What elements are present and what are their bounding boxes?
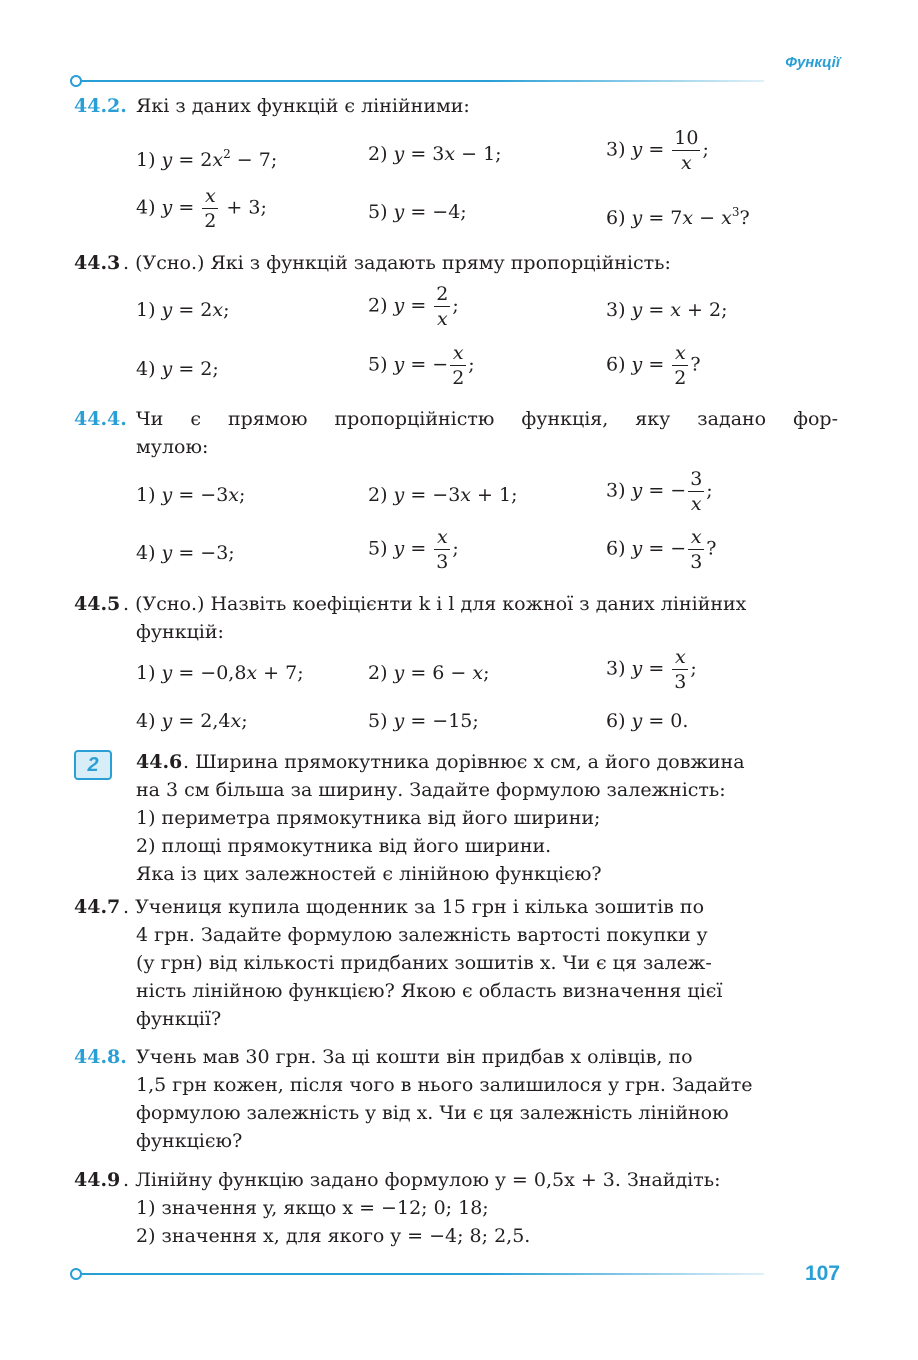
formula: 4) y = −3; bbox=[136, 542, 235, 564]
problem-number: 44.5 bbox=[74, 593, 121, 615]
formula: 4) y = $\frac{x}{2}$ + 3; bbox=[136, 185, 267, 232]
level-badge: 2 bbox=[74, 750, 112, 780]
problem-text: функцій: bbox=[136, 621, 224, 643]
formula: 3) y = − $\frac{3}{x}$ ; bbox=[606, 468, 713, 515]
problem-text: ність лінійною функцією? Якою є область визначення цієї bbox=[136, 980, 723, 1002]
problem-text: . (Усно.) Назвіть коефіцієнти k і l для кожної з даних лінійних bbox=[123, 593, 747, 615]
formula: 2) y = −3x + 1; bbox=[368, 484, 518, 506]
bottom-divider bbox=[74, 1273, 764, 1275]
formula: 5) y = −15; bbox=[368, 710, 479, 732]
formula: 2) y = 6 − x; bbox=[368, 662, 490, 684]
problem-number: 44.9 bbox=[74, 1169, 121, 1191]
formula: 5) y = $\frac{x}{3}$ ; bbox=[368, 526, 459, 573]
problem-text: . Ширина прямокутника дорівнює x см, а його довжина bbox=[183, 751, 745, 773]
page-number: 107 bbox=[804, 1262, 840, 1285]
formula: 4) y = 2; bbox=[136, 358, 219, 380]
formula: 6) y = $\frac{x}{2}$ ? bbox=[606, 342, 701, 389]
problem-text: Чи є прямою пропорційністю функція, яку задано фор- bbox=[136, 408, 838, 430]
problem-text: 1) значення y, якщо x = −12; 0; 18; bbox=[136, 1197, 489, 1219]
problem-text: (у грн) від кількості придбаних зошитів x. Чи є ця залеж- bbox=[136, 952, 712, 974]
formula: 2) y = 3x − 1; bbox=[368, 143, 502, 165]
problem-text: 1) периметра прямокутника від його ширини; bbox=[136, 807, 601, 829]
formula: 2) y = $\frac{2}{x}$ ; bbox=[368, 283, 459, 330]
problem-text: на 3 см більша за ширину. Задайте формулою залежність: bbox=[136, 779, 726, 801]
formula: 3) y = $\frac{x}{3}$ ; bbox=[606, 646, 697, 693]
formula: 1) y = −3x; bbox=[136, 484, 246, 506]
top-divider bbox=[74, 80, 764, 82]
problem-text: Яка із цих залежностей є лінійною функцією? bbox=[136, 863, 602, 885]
formula: 1) y = 2x; bbox=[136, 299, 230, 321]
problem-text: 2) площі прямокутника від його ширини. bbox=[136, 835, 552, 857]
problem-text: функцією? bbox=[136, 1130, 243, 1152]
formula: 6) y = − $\frac{x}{3}$ ? bbox=[606, 526, 717, 573]
problem-number: 44.7 bbox=[74, 896, 121, 918]
problem-text: . (Усно.) Які з функцій задають пряму пропорційність: bbox=[123, 252, 671, 274]
formula: 5) y = − $\frac{x}{2}$ ; bbox=[368, 342, 475, 389]
formula: 3) y = x + 2; bbox=[606, 299, 728, 321]
problem-number: 44.6 bbox=[136, 751, 183, 773]
problem-number: 44.2. bbox=[74, 95, 127, 117]
formula: 1) $y = 2x^2 - 7$; bbox=[136, 147, 278, 171]
problem-number: 44.3 bbox=[74, 252, 121, 274]
formula: 1) y = −0,8x + 7; bbox=[136, 662, 304, 684]
formula: 4) y = 2,4x; bbox=[136, 710, 248, 732]
problem-text: 4 грн. Задайте формулою залежність вартості покупки y bbox=[136, 924, 708, 946]
problem-text: . Учениця купила щоденник за 15 грн і кілька зошитів по bbox=[123, 896, 705, 918]
problem-number: 44.4. bbox=[74, 408, 127, 430]
problem-text: . Лінійну функцію задано формулою y = 0,5x + 3. Знайдіть: bbox=[123, 1169, 721, 1191]
formula: 3) y = $\frac{10}{x}$ ; bbox=[606, 127, 709, 174]
problem-text: Які з даних функцій є лінійними: bbox=[136, 95, 470, 117]
formula: 6) $y = 7x - x^3$? bbox=[606, 205, 750, 229]
problem-text: формулою залежність y від x. Чи є ця залежність лінійною bbox=[136, 1102, 729, 1124]
problem-text: 2) значення x, для якого y = −4; 8; 2,5. bbox=[136, 1225, 531, 1247]
formula: 5) y = −4; bbox=[368, 201, 467, 223]
formula: 6) y = 0. bbox=[606, 710, 689, 732]
problem-number: 44.8. bbox=[74, 1046, 127, 1068]
problem-text: функції? bbox=[136, 1008, 222, 1030]
problem-text: мулою: bbox=[136, 436, 209, 458]
problem-text: Учень мав 30 грн. За ці кошти він придбав x олівців, по bbox=[136, 1046, 693, 1068]
problem-text: 1,5 грн кожен, після чого в нього залишилося y грн. Задайте bbox=[136, 1074, 753, 1096]
section-title: Функції bbox=[785, 54, 840, 71]
